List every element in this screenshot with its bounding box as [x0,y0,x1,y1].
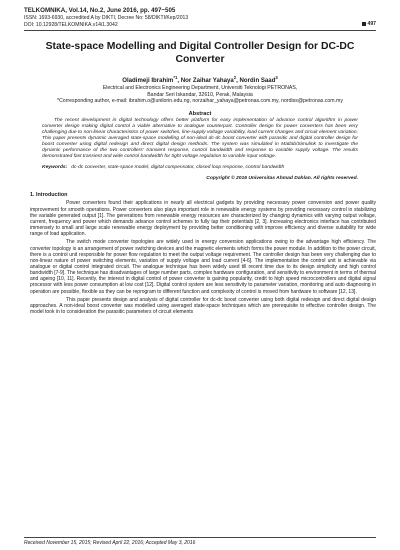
author-1-mark: *1 [173,75,178,81]
intro-paragraph-2: The switch mode converter topologies are widely used in energy conversion applications owing to the advantage high efficiency. The converter topology is an arrangement of power switching devices and the magnetic elements which forms the power module. In addition to the power circuit, there is a control unit responsible for power flow regulation to meet the output voltage requirement. The controller design has been very challenging due to non-linear nature of power switching elements, variation of supply voltage and load current [4-6]. The implementation the control unit is achievable via analogue or digital control integrated circuit. The analogue technique has been widely used till recent time due to its design simplicity and high control bandwidth [7-9]. The technique has disadvantages of large number parts, complex hardware configuration, and sensitivity to environment in terms of thermal and ageing [10, 11]. Recently, the interest in digital control of power converter is gaining popularity, credit to high speed microcontrollers and digital signal processor with less power consumption at low cost [12]. Digital control system are less sensitivity to parameter variation, monitoring and auto diagnosing in operation are possible, flexible as they can be reprogram to different function and complexity of control is moved from hardware to software [12, 13]. [30,239,376,295]
page-number [362,21,377,28]
affiliation [24,85,376,105]
doi-line: DOI: 10.12928/TELKOMNIKA.v14i1.3042 [24,22,118,29]
abstract-text: The recent development in digital technology offers better platform for easy implementation of advance control algorithm in power converter design making digital control a viable alternative to analogue counterpart. Controller design for power converters has been very challenging due to non-linear characteristics of power switches, line-supply voltage variability, load current changes and circuit element variation. This paper presents dynamic averaged state-space modelling of non-ideal dc-dc boost converter with parasitic and digital controller design for boost converter using digital redesign and direct digital design methods. The system was simulated in Matlab/Simulink to investigate the dynamic performance of the two controllers' transient response, control bandwidth and response to variable supply voltage. The results demonstrated fast transient and wide control bandwidth for tight voltage regulation to variable input voltage. [42,118,358,160]
journal-header [24,7,376,31]
affiliation-address: Bandar Seri Iskandar, 32610, Perak, Malaysia [147,91,253,98]
author-1: Oladimeji Ibrahim [122,77,174,85]
issn-line: ISSN: 1693-6930, accredited A by DIKTI, Decree No: 58/DIKTI/Kep/2013 [24,14,189,21]
section-heading: 1. Introduction [30,192,68,199]
author-2-mark: 2 [233,75,237,81]
header-rule [24,30,376,31]
author-2: Nor Zaihar Yahaya [180,77,234,85]
footer-rule [24,537,376,538]
doi-row [24,21,376,29]
author-3-mark: 3 [275,75,278,81]
copyright-notice: Copyright © 2016 Universitas Ahmad Dahlan. All rights reserved. [206,176,358,182]
corresponding-author-emails: *Corresponding author, e-mail: ibrahim.o@unilorin.edu.ng, norzaihar_yahaya@petronas.com.my, nordiss@petronas.com.my [57,98,343,105]
page-number-value: 497 [367,21,376,28]
intro-paragraph-1: Power converters found their applications in nearly all electrical gadgets by providing necessary power conversion and power quality improvement for smooth operations. Power converters also plays important role in renewable energy systems by providing necessary control in stabilizing the variable generated output [1]. The generations from renewable energy resources are characterized by changing dynamics with varying output voltage, current, frequency and power which demands advance control schemes to fully tap their potentials [2, 3]. Increasing electronics interface has contributed immensely to small and large scale renewable energy deployment by providing better conditioning with improve efficiency and diverse suitability for wide range of load application. [30,200,376,238]
keywords-label: Keywords: [42,165,68,171]
paper-title: State-space Modelling and Digital Controller Design for DC-DC Converter [45,41,355,65]
intro-paragraph-3: This paper presents design and analysis of digital controller for dc-dc boost converter using both digital redesign and direct digital design approaches. A non-ideal boost converter was modelled using averaged state-space techniques which are prerequisite to effective controller design. The model took in to consideration the parasitic parameters of circuit elements [30,296,376,316]
keywords-text: dc-dc converter, state-space model, digital compensator, closed loop response, control bandwidth [71,165,285,171]
author-list: Oladimeji Ibrahim$^{*1}$, Nor Zaihar Yahaya$^2$, Nordin Saad$^3$ [122,75,278,85]
journal-citation: TELKOMNIKA, Vol.14, No.2, June 2016, pp. 497~505 [24,7,176,14]
abstract-heading: Abstract [188,111,212,118]
square-bullet-icon [362,22,366,26]
keywords [42,165,358,171]
affiliation-department: Electrical and Electronics Engineering Department, Universiti Teknologi PETRONAS, [102,85,298,92]
received-dates: Received November 15, 2015; Revised April 22, 2016; Accepted May 3, 2016 [24,540,196,546]
author-3: Nordin Saad [239,77,276,85]
